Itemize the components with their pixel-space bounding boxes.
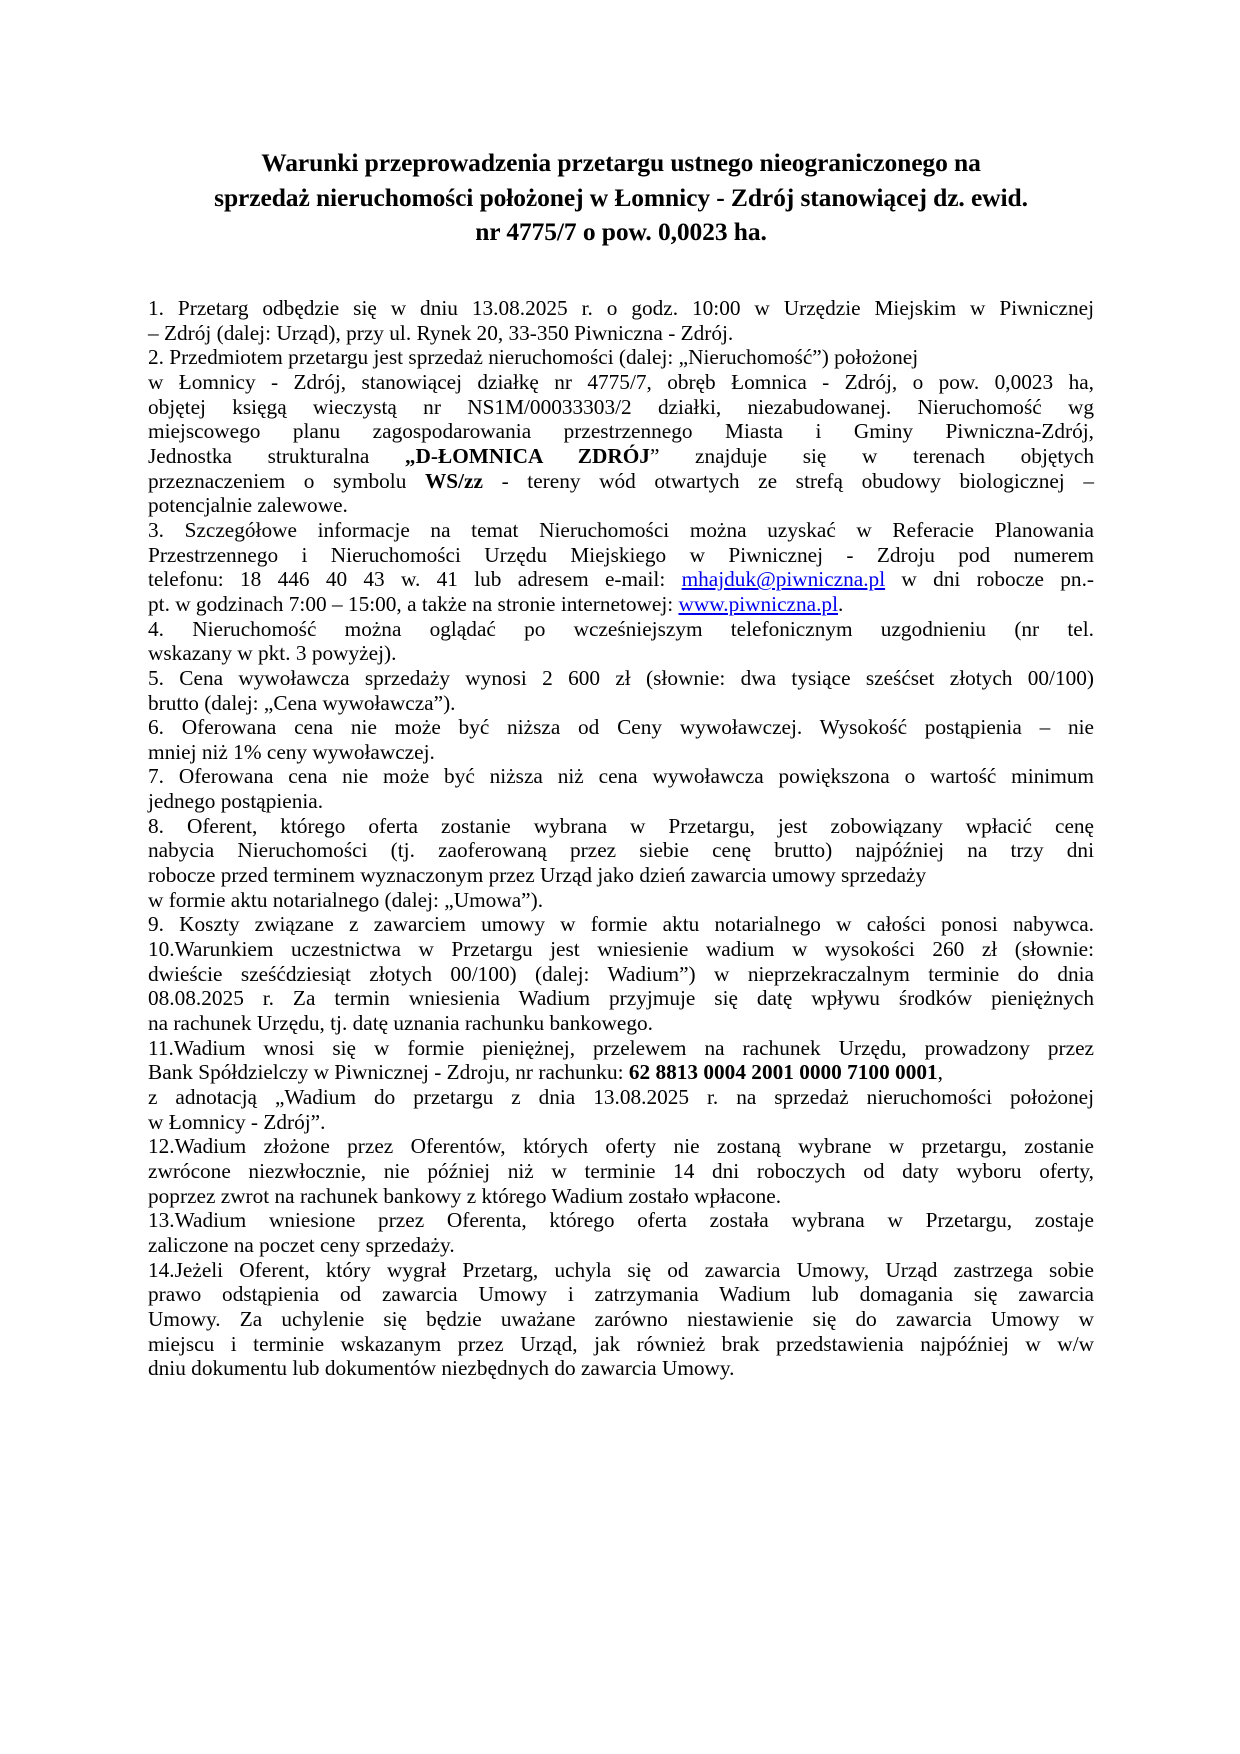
- text-line: objętej księgą wieczystą nr NS1M/00033303/2 działki, niezabudowanej. Nieruchomość wg: [148, 394, 1094, 419]
- text-line: [148, 567, 1094, 592]
- text-line: zwrócone niezwłocznie, nie później niż w terminie 14 dni roboczych od daty wyboru oferty,: [148, 1158, 1094, 1183]
- text-line: [148, 469, 1094, 494]
- text-fragment: pt. w godzinach 7:00 – 15:00, a także na stronie internetowej:: [148, 591, 679, 616]
- point-8: [148, 814, 1094, 913]
- title-line: sprzedaż nieruchomości położonej w Łomnicy - Zdrój stanowiącej dz. ewid.: [214, 182, 1028, 212]
- text-line: 11.Wadium wnosi się w formie pieniężnej, przelewem na rachunek Urzędu, prowadzony przez: [148, 1035, 1094, 1060]
- point-7: [148, 764, 1094, 813]
- zone-symbol-bold: WS/zz: [425, 468, 483, 493]
- text-line: 9. Koszty związane z zawarciem umowy w formie aktu notarialnego w całości ponosi nabywca.: [148, 912, 1094, 937]
- text-line: 13.Wadium wniesione przez Oferenta, którego oferta została wybrana w Przetargu, zostaje: [148, 1208, 1094, 1233]
- text-fragment: przeznaczeniem o symbolu: [148, 468, 425, 493]
- text-line: prawo odstąpienia od zawarcia Umowy i zatrzymania Wadium lub domagania się zawarcia: [148, 1282, 1094, 1307]
- point-5: [148, 666, 1094, 715]
- website-link[interactable]: www.piwniczna.pl: [678, 591, 838, 616]
- point-10: [148, 937, 1094, 1036]
- text-line: Przestrzennego i Nieruchomości Urzędu Miejskiego w Piwnicznej - Zdroju pod numerem: [148, 542, 1094, 567]
- text-line: brutto (dalej: „Cena wywoławcza”).: [148, 690, 456, 715]
- text-line: na rachunek Urzędu, tj. datę uznania rachunku bankowego.: [148, 1011, 654, 1036]
- text-line: z adnotacją „Wadium do przetargu z dnia 13.08.2025 r. na sprzedaż nieruchomości położonej: [148, 1085, 1094, 1109]
- point-2: [148, 345, 1094, 518]
- point-6: [148, 715, 1094, 764]
- text-line: 08.08.2025 r. Za termin wniesienia Wadium przyjmuje się datę wpływu środków pieniężnych: [148, 986, 1094, 1011]
- text-line: poprzez zwrot na rachunek bankowy z którego Wadium zostało wpłacone.: [148, 1183, 782, 1208]
- point-12: [148, 1134, 1094, 1208]
- title-line: Warunki przeprowadzenia przetargu ustnego nieograniczonego na: [261, 148, 981, 177]
- text-line: jednego postąpienia.: [148, 789, 324, 814]
- text-line: dniu dokumentu lub dokumentów niezbędnych do zawarcia Umowy.: [148, 1356, 735, 1381]
- text-line: 12.Wadium złożone przez Oferentów, których oferty nie zostaną wybrane w przetargu, zostanie: [148, 1134, 1094, 1159]
- text-line: w Łomnicy - Zdrój”.: [148, 1109, 326, 1134]
- text-line: 3. Szczegółowe informacje na temat Nieruchomości można uzyskać w Referacie Planowania: [148, 517, 1094, 542]
- text-fragment: w dni robocze pn.-: [885, 567, 1094, 592]
- text-line: potencjalnie zalewowe.: [148, 493, 348, 518]
- text-line: nabycia Nieruchomości (tj. zaoferowaną przez siebie cenę brutto) najpóźniej na trzy dni: [148, 838, 1094, 863]
- point-11: [148, 1036, 1094, 1135]
- text-line: miejscowego planu zagospodarowania przestrzennego Miasta i Gminy Piwniczna-Zdrój,: [148, 419, 1094, 444]
- text-line: [148, 592, 1094, 617]
- point-3: [148, 518, 1094, 617]
- text-fragment: .: [838, 591, 844, 616]
- text-line: 1. Przetarg odbędzie się w dniu 13.08.2025 r. o godz. 10:00 w Urzędzie Miejskim w Piwnicznej: [148, 296, 1094, 320]
- text-line: zaliczone na poczet ceny sprzedaży.: [148, 1232, 455, 1257]
- email-link[interactable]: mhajduk@piwniczna.pl: [681, 567, 886, 592]
- text-line: Umowy. Za uchylenie się będzie uważane zarówno niestawienie się do zawarcia Umowy w: [148, 1306, 1094, 1331]
- text-fragment: ,: [937, 1060, 943, 1085]
- text-line: [148, 444, 1094, 469]
- text-line: robocze przed terminem wyznaczonym przez Urząd jako dzień zawarcia umowy sprzedaży: [148, 863, 927, 888]
- point-14: [148, 1258, 1094, 1381]
- text-line: 4. Nieruchomość można oglądać po wcześniejszym telefonicznym uzgodnieniu (nr tel.: [148, 616, 1094, 641]
- text-line: miejscu i terminie wskazanym przez Urząd, jak również brak przedstawienia najpóźniej w w/w: [148, 1331, 1094, 1356]
- zone-name-bold: „D-ŁOMNICA ZDRÓJ: [404, 443, 650, 468]
- text-line: 10.Warunkiem uczestnictwa w Przetargu jest wniesienie wadium w wysokości 260 zł (słownie:: [148, 937, 1094, 962]
- title-line: nr 4775/7 o pow. 0,0023 ha.: [475, 217, 767, 246]
- text-fragment: Jednostka strukturalna: [148, 443, 405, 468]
- text-line: w Łomnicy - Zdrój, stanowiącej działkę nr 4775/7, obręb Łomnica - Zdrój, o pow. 0,0023 ha,: [148, 369, 1094, 394]
- document-title: [148, 146, 1094, 250]
- text-fragment: telefonu: 18 446 40 43 w. 41 lub adresem e-mail:: [148, 567, 682, 592]
- text-line: [148, 1060, 1094, 1085]
- text-line: 8. Oferent, którego oferta zostanie wybrana w Przetargu, jest zobowiązany wpłacić cenę: [148, 813, 1094, 838]
- bank-account-number: 62 8813 0004 2001 0000 7100 0001: [628, 1060, 938, 1085]
- document-body: [148, 296, 1094, 1381]
- point-9: [148, 912, 1094, 937]
- text-line: dwieście sześćdziesiąt złotych 00/100) (dalej: Wadium”) w nieprzekraczalnym terminie do dnia: [148, 961, 1094, 986]
- point-13: [148, 1208, 1094, 1257]
- text-fragment: - tereny wód otwartych ze strefą obudowy biologicznej –: [482, 468, 1094, 493]
- text-line: 7. Oferowana cena nie może być niższa niż cena wywoławcza powiększona o wartość minimum: [148, 764, 1094, 789]
- text-fragment: ” znajduje się w terenach objętych: [649, 443, 1094, 468]
- text-line: mniej niż 1% ceny wywoławczej.: [148, 739, 435, 764]
- text-line: 14.Jeżeli Oferent, który wygrał Przetarg, uchyla się od zawarcia Umowy, Urząd zastrzega sobie: [148, 1257, 1094, 1282]
- text-line: 6. Oferowana cena nie może być niższa od Ceny wywoławczej. Wysokość postąpienia – nie: [148, 715, 1094, 740]
- point-1: [148, 296, 1094, 345]
- text-fragment: Bank Spółdzielczy w Piwnicznej - Zdroju, nr rachunku:: [148, 1060, 629, 1085]
- point-4: [148, 617, 1094, 666]
- text-line: wskazany w pkt. 3 powyżej).: [148, 641, 397, 666]
- text-line: w formie aktu notarialnego (dalej: „Umowa”).: [148, 887, 544, 912]
- text-line: 5. Cena wywoławcza sprzedaży wynosi 2 600 zł (słownie: dwa tysiące sześćset złotych 00/100): [148, 665, 1094, 690]
- text-line: – Zdrój (dalej: Urząd), przy ul. Rynek 20, 33-350 Piwniczna - Zdrój.: [148, 320, 734, 345]
- text-line: 2. Przedmiotem przetargu jest sprzedaż nieruchomości (dalej: „Nieruchomość”) położonej: [148, 345, 919, 370]
